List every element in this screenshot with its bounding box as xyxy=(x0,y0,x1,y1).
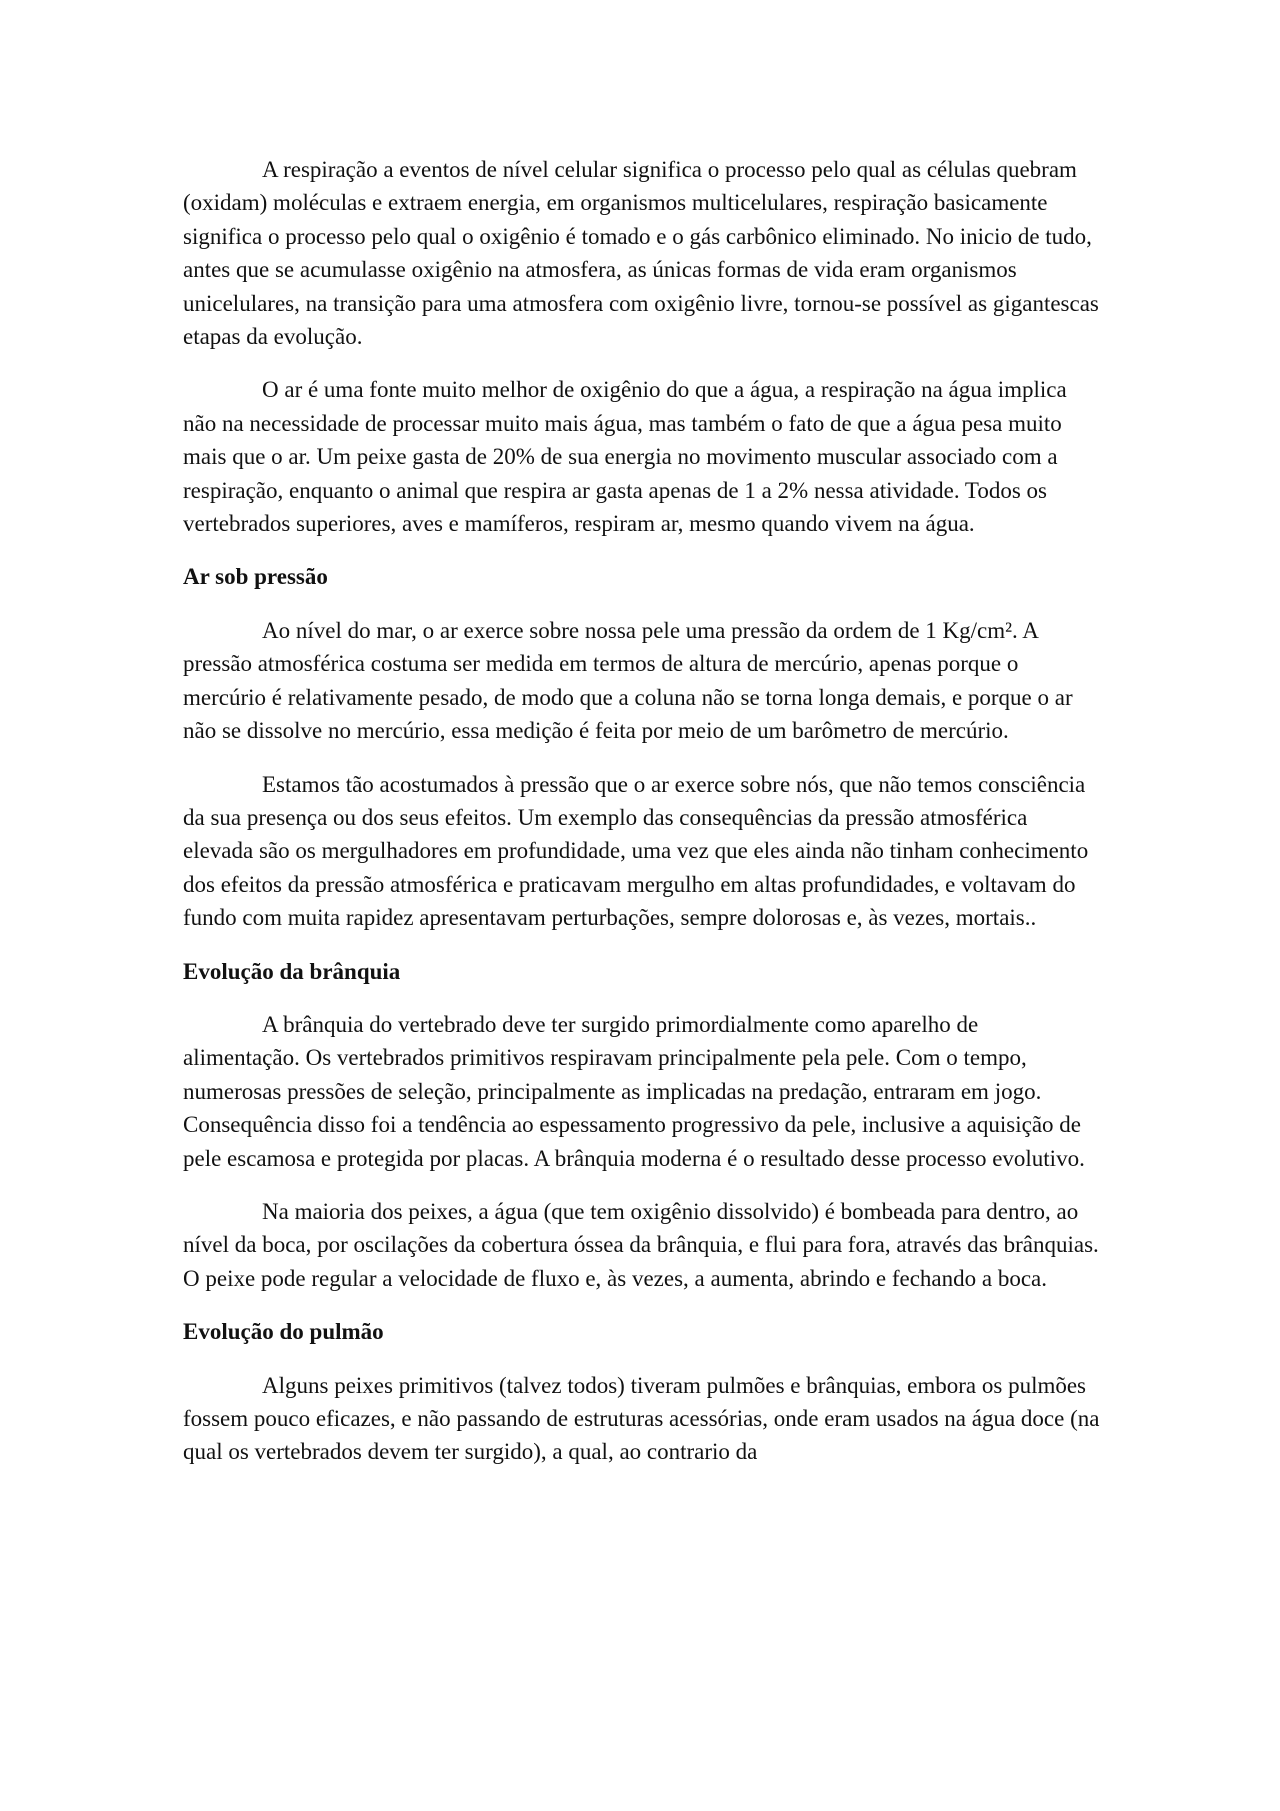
paragraph-maioria-peixes: Na maioria dos peixes, a água (que tem oxigênio dissolvido) é bombeada para dentro, ao nível da boca, por oscilações da cobertura óssea da brânquia, e flui para fora, através das brânquias. O peixe pode regular a velocidade de fluxo e, às vezes, a aumenta, abrindo e fechando a boca. xyxy=(183,1198,1099,1291)
heading-evolucao-branquia: Evolução da brânquia xyxy=(183,958,401,984)
paragraph-peixes-primitivos: Alguns peixes primitivos (talvez todos) tiveram pulmões e brânquias, embora os pulmões fossem pouco eficazes, e não passando de estruturas acessórias, onde eram usados na água doce (na qual os vertebrados devem ter surgido), a qual, ao contrario da xyxy=(183,1372,1100,1465)
paragraph-mergulhadores: Estamos tão acostumados à pressão que o ar exerce sobre nós, que não temos consciência da sua presença ou dos seus efeitos. Um exemplo das consequências da pressão atmosférica elevada são os mergulhadores em profundidade, uma vez que eles ainda não tinham conhecimento dos efeitos da pressão atmosférica e praticavam mergulho em altas profundidades, e voltavam do fundo com muita rapidez apresentavam perturbações, sempre dolorosas e, às vezes, mortais.. xyxy=(183,771,1089,931)
paragraph-nivel-do-mar: Ao nível do mar, o ar exerce sobre nossa pele uma pressão da ordem de 1 Kg/cm². A pressão atmosférica costuma ser medida em termos de altura de mercúrio, apenas porque o mercúrio é relativamente pesado, de modo que a coluna não se torna longa demais, e porque o ar não se dissolve no mercúrio, essa medição é feita por meio de um barômetro de mercúrio. xyxy=(183,617,1073,744)
document-body xyxy=(183,153,1100,1469)
heading-evolucao-pulmao: Evolução do pulmão xyxy=(183,1319,384,1345)
heading-ar-sob-pressao: Ar sob pressão xyxy=(183,564,328,590)
paragraph-ar-fonte-oxigenio: O ar é uma fonte muito melhor de oxigênio do que a água, a respiração na água implica não na necessidade de processar muito mais água, mas também o fato de que a água pesa muito mais que o ar. Um peixe gasta de 20% de sua energia no movimento muscular associado com a respiração, enquanto o animal que respira ar gasta apenas de 1 a 2% nessa atividade. Todos os vertebrados superiores, aves e mamíferos, respiram ar, mesmo quando vivem na água. xyxy=(183,377,1067,537)
paragraph-respiracao-celular: A respiração a eventos de nível celular significa o processo pelo qual as células quebram (oxidam) moléculas e extraem energia, em organismos multicelulares, respiração basicamente significa o processo pelo qual o oxigênio é tomado e o gás carbônico eliminado. No inicio de tudo, antes que se acumulasse oxigênio na atmosfera, as únicas formas de vida eram organismos unicelulares, na transição para uma atmosfera com oxigênio livre, tornou-se possível as gigantescas etapas da evolução. xyxy=(183,157,1099,350)
paragraph-branquia-vertebrado: A brânquia do vertebrado deve ter surgido primordialmente como aparelho de alimentação. Os vertebrados primitivos respiravam principalmente pela pele. Com o tempo, numerosas pressões de seleção, principalmente as implicadas na predação, entraram em jogo. Consequência disso foi a tendência ao espessamento progressivo da pele, inclusive a aquisição de pele escamosa e protegida por placas. A brânquia moderna é o resultado desse processo evolutivo. xyxy=(183,1011,1085,1171)
